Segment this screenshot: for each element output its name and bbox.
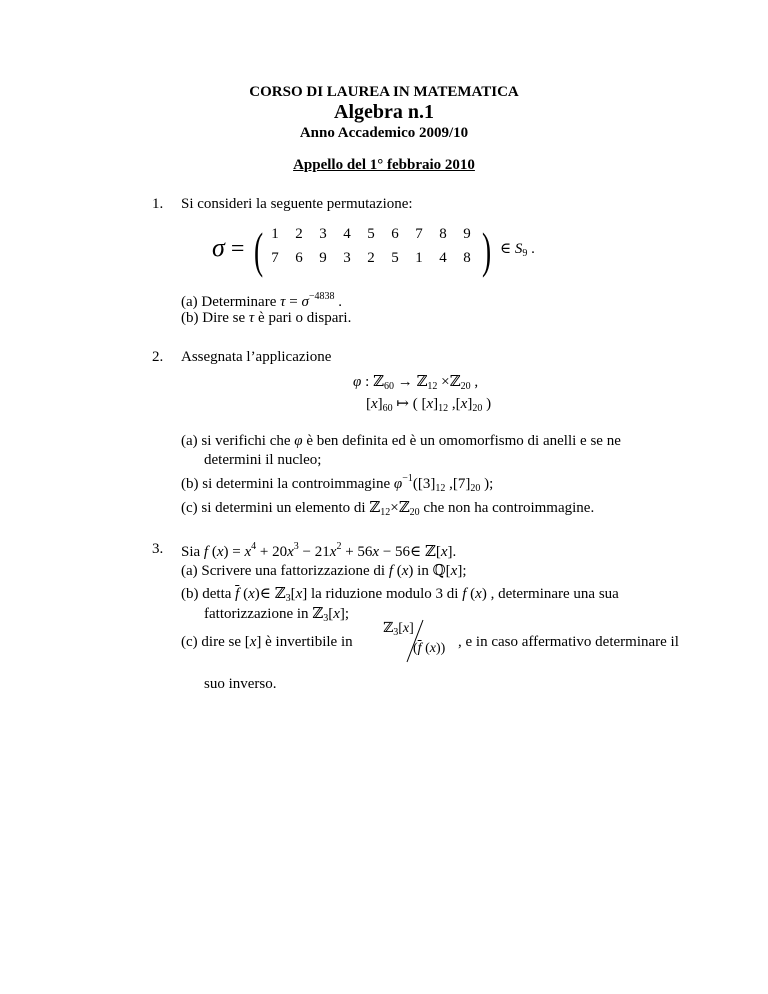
perm-top-cell: 2 [295,226,303,242]
right-paren: ) [482,222,492,278]
q3-c: (c) dire se [x] è invertibile in [181,634,353,650]
q3-a-label: (a) [181,563,198,579]
q2-c: (c) si determini un elemento di ℤ$_{12}$×ℤ$_{20}$ che non ha controimmagine. [181,498,595,518]
q1-a-text: Determinare [201,294,277,310]
course-heading: CORSO DI LAUREA IN MATEMATICA [249,84,519,100]
perm-bottom-row [263,250,479,267]
document-title: Algebra n.1 [334,101,434,123]
q2-number: 2. [152,349,164,365]
perm-top-cell: 4 [343,226,351,242]
q3-c-text-mid: ] è invertibile in [256,634,353,650]
sigma-eq: σ = [212,233,245,262]
perm-top-cell: 3 [319,226,327,242]
perm-top-cell: 8 [439,226,447,242]
q3-b-text-mid: la riduzione modulo 3 di [310,586,459,602]
q3-intro: Sia f $(x) = x^4 + 20x^3 - 21x^2 + 56x$ − 56∈ ℤ[x]. [181,541,457,560]
q3-a-text-in: in [417,563,429,579]
quotient-denominator: ($\overline{f}$ (x)) [413,641,446,656]
perm-bottom-cell: 7 [271,250,279,266]
q1-intro: Si consideri la seguente permutazione: [181,196,413,212]
perm-bottom-cell: 8 [463,250,471,266]
q3-c-label: (c) [181,634,198,650]
q2-a: (a) si verifichi che φ è ben definita ed è un omomorfismo di anelli e se ne [181,433,621,449]
q3-c-end: , e in caso affermativo determinare il [458,634,679,650]
left-paren: ( [254,222,264,278]
perm-bottom-cell: 6 [295,250,303,266]
q3-number: 3. [152,541,164,557]
q2-b-label: (b) [181,476,199,492]
perm-top-cell: 9 [463,226,471,242]
q3-b-text: detta [202,586,232,602]
q3-b-text-cont: fattorizzazione in [204,606,309,622]
perm-top-cell: 7 [415,226,423,242]
exam-date-text: Appello del 1° febbraio 2010 [293,157,475,173]
q2-c-label: (c) [181,500,198,516]
perm-top-cell: 6 [391,226,399,242]
q1-b-text: Dire se [202,310,246,326]
perm-bottom-cell: 1 [415,250,423,266]
map-definition: φ : ℤ$_{60}$ → ℤ$_{12}$ ×ℤ$_{20}$ , [353,372,479,392]
exam-date [0,157,768,174]
q3-c-text: dire se [ [201,634,250,650]
perm-bottom-cell: 9 [319,250,327,266]
q3-intro-text: Sia [181,544,201,560]
perm-bottom-cell: 5 [391,250,399,266]
q3-b-label: (b) [181,586,199,602]
q3-a: (a) Scrivere una fattorizzazione di f (x) in ℚ[x]; [181,561,467,579]
q2-c-text-end: che non ha controimmagine. [423,500,595,516]
in-s9: ∈ $S_9$ . [500,241,535,259]
q3-b: (b) detta $\overline{f}$ (x)∈ ℤ$_3$[x] la riduzione modulo 3 di f (x) , determinare una sua [181,584,619,604]
q3-b-text-end: , determinare una sua [490,586,619,602]
map-rule: $[x]_{60}$ ↦ ( $[x]_{12}$ $,[x]_{20}$ ) [366,396,492,414]
q3-a-text: Scrivere una fattorizzazione di [201,563,386,579]
quotient-numerator: ℤ$_3$[x] [383,620,414,638]
q2-b-text: si determini la controimmagine [202,476,391,492]
perm-top-cell: 5 [367,226,375,242]
q2-a-line2: determini il nucleo; [204,452,322,468]
q1-a: (a) Determinare $\tau = \sigma^{-4838}$ . [181,291,343,310]
q1-a-label: (a) [181,294,198,310]
perm-top-row [263,226,479,243]
q2-a-text-cont: è ben definita ed è un omomorfismo di anelli e se ne [306,433,621,449]
q2-c-text: si determini un elemento di [201,500,366,516]
sigma-exponent: −4838 [308,291,335,302]
perm-top-cell: 1 [271,226,279,242]
q1-number: 1. [152,196,164,212]
q3-c-line2: suo inverso. [204,676,277,692]
q1-b-text-end: è pari o dispari. [258,310,352,326]
q2-a-label: (a) [181,433,198,449]
q2-a-text: si verifichi che [201,433,291,449]
q3-b-line2: fattorizzazione in ℤ$_3$[x]; [204,604,350,624]
q1-b-label: (b) [181,310,199,326]
perm-bottom-cell: 4 [439,250,447,266]
perm-bottom-cell: 2 [367,250,375,266]
q2-intro: Assegnata l’applicazione [181,349,332,365]
academic-year: Anno Accademico 2009/10 [299,125,469,141]
perm-bottom-cell: 3 [343,250,351,266]
q2-b: (b) si determini la controimmagine $\varphi^{-1}([3]_{12}$ $,[7]_{20}$ ); [181,473,494,494]
q1-b: (b) Dire se τ è pari o dispari. [181,310,352,326]
